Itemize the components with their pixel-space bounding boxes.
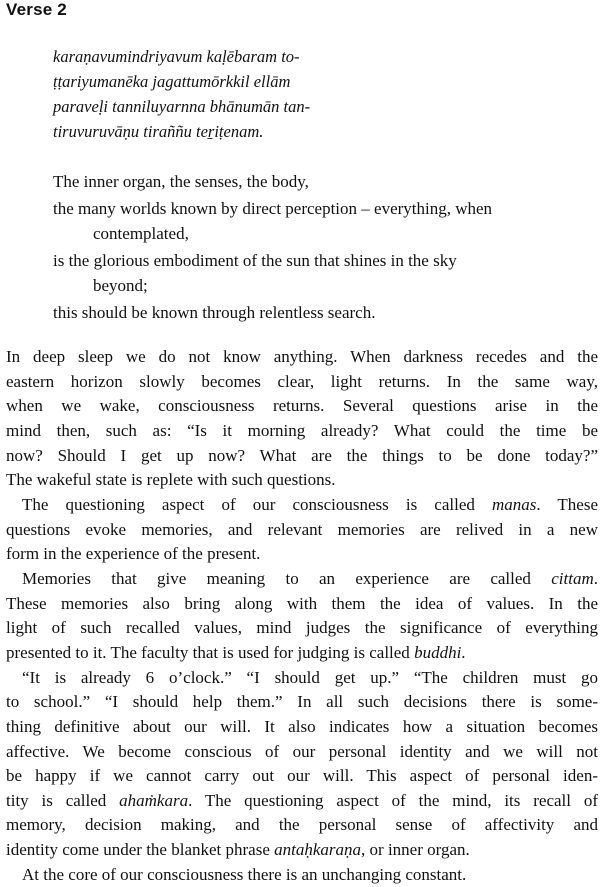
commentary-line: The wakeful state is replete with such questions.	[6, 470, 336, 490]
verse-translation	[53, 169, 593, 325]
commentary-line: presented to it. The faculty that is used for judging is called buddhi.	[6, 642, 466, 662]
commentary-paragraph	[6, 666, 598, 863]
commentary-line: At the core of our consciousness there is an unchanging constant.	[22, 864, 467, 884]
translation-line: the many worlds known by direct perception – everything, when	[53, 199, 493, 218]
commentary-line: The questioning aspect of our consciousness is called manas. These	[22, 494, 598, 514]
translation-line: is the glorious embodiment of the sun that shines in the sky	[53, 251, 457, 270]
commentary-line: now? Should I get up now? What are the things to be done today?”	[6, 445, 598, 465]
commentary-paragraph	[6, 493, 598, 567]
verse-heading: Verse 2	[6, 0, 67, 19]
commentary-line: affective. We become conscious of our personal identity and we will not	[6, 741, 598, 761]
translation-line: this should be known through relentless search.	[53, 303, 376, 322]
commentary-line: form in the experience of the present.	[6, 544, 261, 564]
verse-transliteration	[53, 44, 310, 144]
commentary-line: identity come under the blanket phrase antaḥkaraṇa, or inner organ.	[6, 840, 470, 860]
commentary-line: eastern horizon slowly becomes clear, light returns. In the same way,	[6, 371, 598, 391]
commentary	[6, 345, 598, 887]
commentary-line: memory, decision making, and the personal sense of affectivity and	[6, 815, 598, 835]
commentary-line: questions evoke memories, and relevant memories are relived in a new	[6, 519, 598, 539]
term-antahkarana: antaḥkaraṇa	[274, 840, 362, 860]
commentary-paragraph	[6, 567, 598, 666]
commentary-line: thing definitive about our will. It also indicates how a situation becomes	[6, 716, 598, 736]
translation-line: The inner organ, the senses, the body,	[53, 172, 309, 191]
commentary-paragraph	[6, 345, 598, 493]
translation-line: beyond;	[93, 276, 148, 295]
commentary-line: when we wake, consciousness returns. Several questions arise in the	[6, 396, 598, 416]
verse-line: tiruvuruvāṇu tiraññu teṟiṭenam.	[53, 122, 264, 141]
commentary-line: In deep sleep we do not know anything. When darkness recedes and the	[6, 347, 598, 366]
translation-line: contemplated,	[93, 224, 189, 243]
commentary-line: “It is already 6 o’clock.” “I should get up.” “The children must go	[22, 667, 598, 687]
commentary-line: These memories also bring along with them the idea of values. In the	[6, 593, 598, 613]
commentary-line: light of such recalled values, mind judges the significance of everything	[6, 618, 598, 638]
term-ahamkara: ahaṁkara	[119, 790, 189, 810]
verse-line: ṭṭariyumanēka jagattumōrkkil ellām	[53, 72, 291, 91]
term-cittam: cittam	[551, 568, 594, 588]
commentary-line: Memories that give meaning to an experience are called cittam.	[22, 568, 598, 588]
commentary-paragraph	[6, 863, 598, 887]
term-manas: manas	[491, 494, 537, 514]
commentary-line: tity is called ahaṁkara. The questioning aspect of the mind, its recall of	[6, 790, 598, 810]
commentary-line: be happy if we cannot carry out our will. This aspect of personal iden-	[6, 766, 598, 786]
verse-line: karaṇavumindriyavum kaḷēbaram to-	[53, 47, 300, 66]
verse-line: paraveḷi tanniluyarnna bhānumān tan-	[53, 97, 311, 116]
commentary-line: to school.” “I should help them.” In all such decisions there is some-	[6, 692, 598, 712]
term-buddhi: buddhi	[414, 642, 462, 662]
commentary-line: mind then, such as: “Is it morning already? What could the time be	[6, 420, 598, 440]
